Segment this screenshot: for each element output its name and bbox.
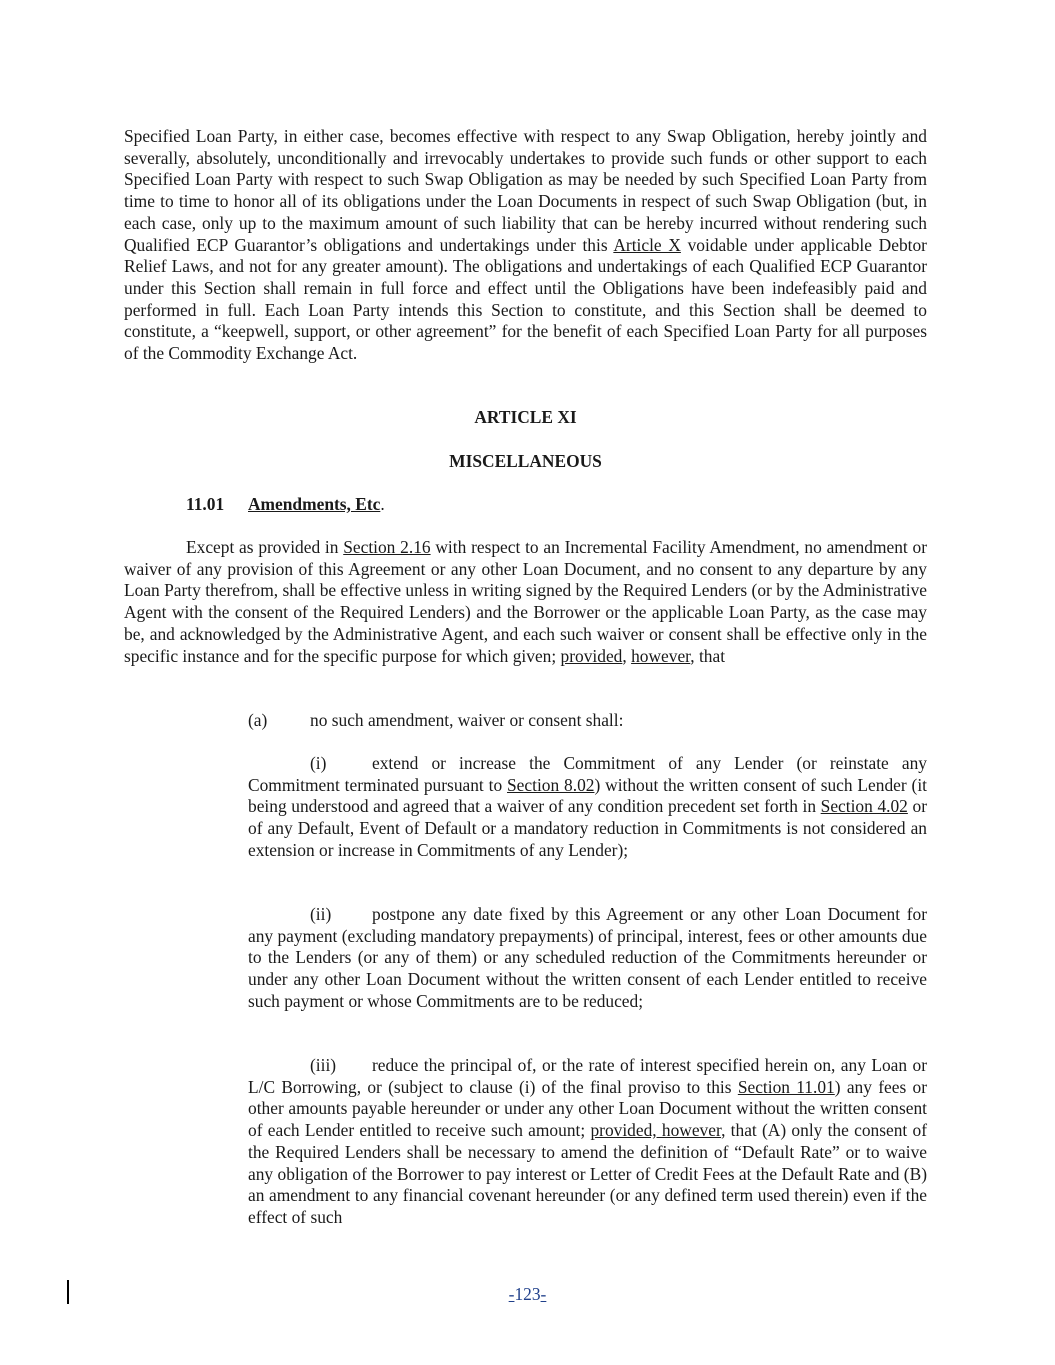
page-number: 123	[514, 1284, 541, 1304]
section-2-16-reference: Section 2.16	[343, 537, 431, 557]
clause-ii-label: (ii)	[310, 904, 332, 924]
paragraph-keepwell: Specified Loan Party, in either case, becomes effective with respect to any Swap Obligation, hereby jointly and severally, absolutely, unconditionally and irrevocably undertakes to provide such funds or other support to each Specified Loan Party with respect to such Swap Obligation as may be needed by such Specified Loan Party from time to time to honor all of its obligations under the Loan Documents in respect of such Swap Obligation (but, in each case, only up to the maximum amount of such liability that can be hereby incurred without rendering such Qualified ECP Guarantor’s obligations and undertakings under this Article X voidable under applicable Debtor Relief Laws, and not for any greater amount). The obligations and undertakings of each Qualified ECP Guarantor under this Section shall remain in full force and effect until the Obligations have been indefeasibly paid and performed in full. Each Loan Party intends this Section to constitute, and this Section shall be deemed to constitute, a “keepwell, support, or other agreement” for the benefit of each Specified Loan Party for all purposes of the Commodity Exchange Act.	[124, 126, 927, 364]
section-heading: 11.01 Amendments, Etc.	[186, 494, 385, 514]
clause-i: (i) extend or increase the Commitment of any Lender (or reinstate any Commitment terminated pursuant to Section 8.02) without the written consent of such Lender (it being understood and agreed that a waiver of any condition precedent set forth in Section 4.02 or of any Default, Event of Default or a mandatory reduction in Commitments is not considered an extension or increase in Commitments of any Lender);	[248, 753, 927, 860]
section-11-01-reference: Section 11.01	[737, 1076, 835, 1097]
however-term: however	[631, 645, 691, 666]
clause-iii: (iii) reduce the principal of, or the rate of interest specified herein on, any Loan or L/C Borrowing, or (subject to clause (i) of the final proviso to this Section 11.01) any fees or other amounts payable hereunder or under any other Loan Document without the written consent of each Lender entitled to receive such amount; provided, however, that (A) only the consent of the Required Lenders shall be necessary to amend the definition of “Default Rate” or to waive any obligation of the Borrower to pay interest or Letter of Credit Fees at the Default Rate and (B) an amendment to any financial covenant hereunder (or any defined term used therein) even if the effect of such	[248, 1055, 927, 1227]
article-number: ARTICLE XI	[474, 407, 577, 427]
article-title: MISCELLANEOUS	[449, 451, 602, 471]
section-8-02-reference: Section 8.02	[507, 774, 595, 795]
clause-i-label: (i)	[310, 753, 327, 773]
section-4-02-reference: Section 4.02	[820, 796, 908, 817]
footer-dash-left: -	[508, 1284, 515, 1304]
footer-dash-right: -	[540, 1284, 547, 1304]
section-number: 11.01	[186, 494, 225, 514]
clause-a: (a) no such amendment, waiver or consent shall:	[248, 710, 624, 730]
page-footer	[0, 1284, 1055, 1306]
provided-however-term: provided, however	[590, 1120, 722, 1141]
clause-a-label: (a)	[248, 710, 268, 730]
clause-ii: (ii) postpone any date fixed by this Agreement or any other Loan Document for any payment (excluding mandatory prepayments) of principal, interest, fees or other amounts due to the Lenders (or any of them) or any scheduled reduction of the Commitments hereunder or under any other Loan Document without the written consent of each Lender entitled to receive such payment or whose Commitments are to be reduced;	[248, 904, 927, 1011]
article-x-reference: Article X	[613, 234, 681, 255]
provided-term: provided	[560, 645, 623, 666]
section-title: Amendments, Etc	[248, 494, 381, 514]
clause-iii-label: (iii)	[310, 1055, 337, 1075]
paragraph-amendments: Except as provided in Section 2.16 with respect to an Incremental Facility Amendment, no amendment or waiver of any provision of this Agreement or any other Loan Document, and no consent to any departure by any Loan Party therefrom, shall be effective unless in writing signed by the Required Lenders (or by the Administrative Agent with the consent of the Required Lenders) and the Borrower or the applicable Loan Party, as the case may be, and acknowledged by the Administrative Agent, and each such waiver or consent shall be effective only in the specific instance and for the specific purpose for which given; provided, however, that	[124, 537, 927, 666]
